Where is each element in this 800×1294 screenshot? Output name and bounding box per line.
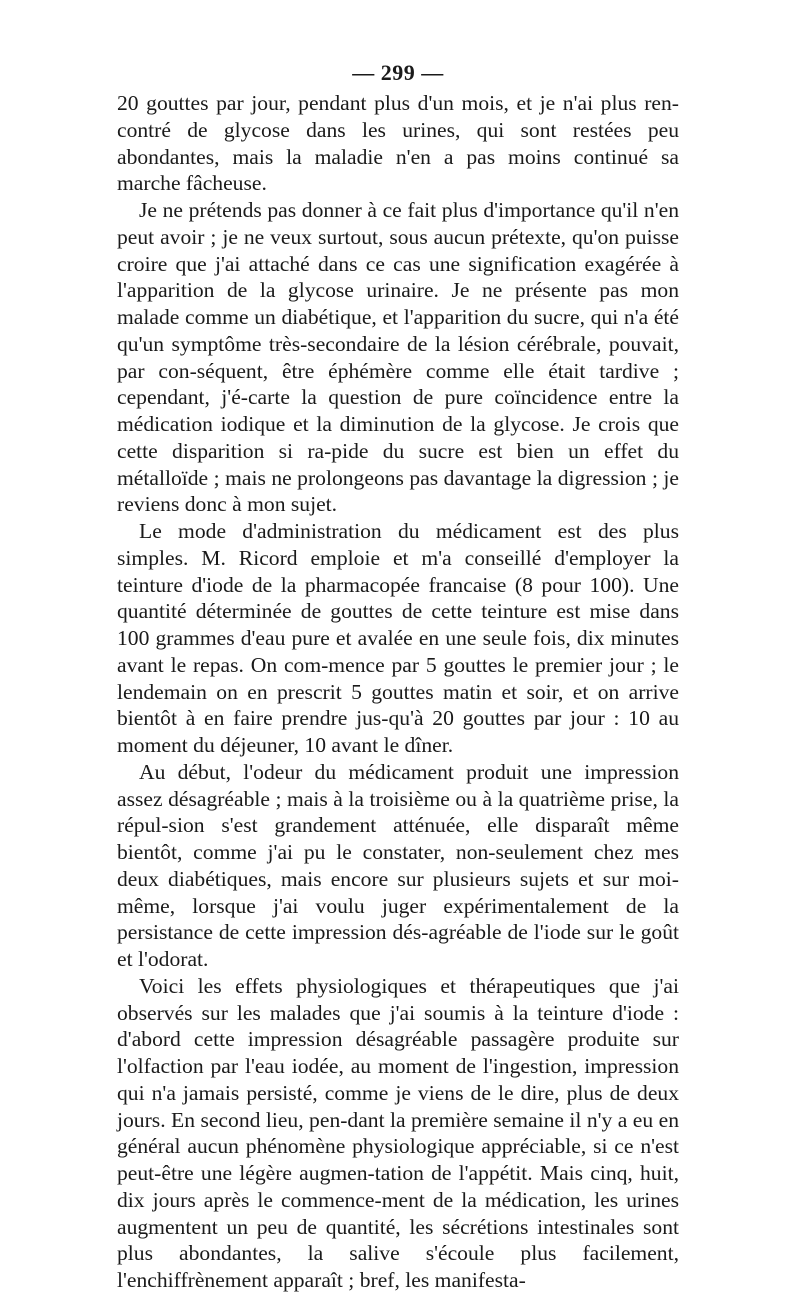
- paragraph-4: Au début, l'odeur du médicament produit une impression assez désagréable ; mais à la troisième ou à la quatrième prise, la répul-sion s'est grandement atténuée, elle disparaît même bientôt, comme j'ai pu le constater, non-seulement chez mes deux diabétiques, mais encore sur plusieurs sujets et sur moi-même, lorsque j'ai voulu juger expérimentalement de la persistance de cette impression dés-agréable de l'iode sur le goût et l'odorat.: [117, 759, 679, 971]
- page-number: — 299 —: [352, 60, 444, 85]
- paragraph-1: 20 gouttes par jour, pendant plus d'un mois, et je n'ai plus ren-contré de glycose dans les urines, qui sont restées peu abondantes, mais la maladie n'en a pas moins continué sa marche fâcheuse.: [117, 91, 679, 196]
- paragraph-5: Voici les effets physiologiques et thérapeutiques que j'ai observés sur les malades que j'ai soumis à la teinture d'iode : d'abord cette impression désagréable passagère produite sur l'olfaction par l'eau iodée, au moment de l'ingestion, impression qui n'a jamais persisté, comme je viens de le dire, plus de deux jours. En second lieu, pen-dant la première semaine il n'y a eu en général aucun phénomène physiologique appréciable, si ce n'est peut-être une légère augmen-tation de l'appétit. Mais cinq, huit, dix jours après le commence-ment de la médication, les urines augmentent un peu de quantité, les sécrétions intestinales sont plus abondantes, la salive s'écoule plus facilement, l'enchiffrènement apparaît ; bref, les manifesta-: [117, 973, 679, 1292]
- paragraph-3: Le mode d'administration du médicament est des plus simples. M. Ricord emploie et m'a conseillé d'employer la teinture d'iode de la pharmacopée francaise (8 pour 100). Une quantité déterminée de gouttes de cette teinture est mise dans 100 grammes d'eau pure et avalée en une seule fois, dix minutes avant le repas. On com-mence par 5 gouttes le premier jour ; le lendemain on en prescrit 5 gouttes matin et soir, et on arrive bientôt à en faire prendre jus-qu'à 20 gouttes par jour : 10 au moment du déjeuner, 10 avant le dîner.: [117, 519, 679, 757]
- book-page: [117, 58, 679, 1294]
- paragraph-2: Je ne prétends pas donner à ce fait plus d'importance qu'il n'en peut avoir ; je ne veux surtout, sous aucun prétexte, qu'on puisse croire que j'ai attaché dans ce cas une signification exagérée à l'apparition de la glycose urinaire. Je ne présente pas mon malade comme un diabétique, et l'apparition du sucre, qui n'a été qu'un symptôme très-secondaire de la lésion cérébrale, pouvait, par con-séquent, être éphémère comme elle était tardive ; cependant, j'é-carte la question de pure coïncidence entre la médication iodique et la diminution de la glycose. Je crois que cette disparition si ra-pide du sucre est bien un effet du métalloïde ; mais ne prolongeons pas davantage la digression ; je reviens donc à mon sujet.: [117, 198, 679, 517]
